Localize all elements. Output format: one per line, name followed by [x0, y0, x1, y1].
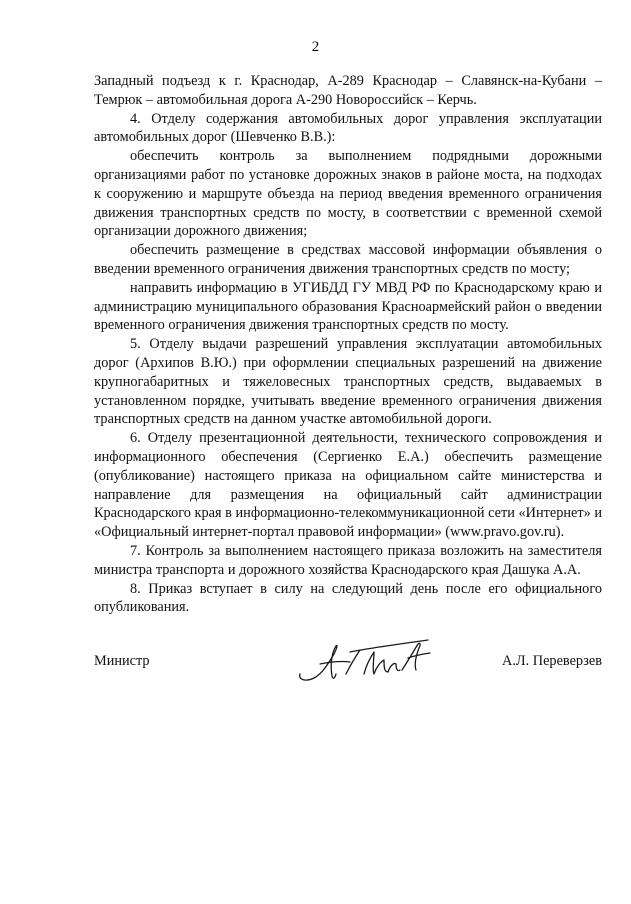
paragraph-continuation: Западный подъезд к г. Краснодар, А-289 Краснодар – Славянск-на-Кубани – Темрюк – автомобильная дорога А-290 Новороссийск – Керчь.	[94, 73, 602, 108]
paragraph-item-4-control: обеспечить контроль за выполнением подрядными дорожными организациями работ по установке дорожных знаков в районе моста, на подходах к сооружению и маршруте объезда на период введения временного ограничения движения транспортных средств по мосту, в соответствии с временной схемой организации дорожного движения;	[94, 148, 602, 240]
document-body	[94, 72, 602, 617]
paragraph-item-8: 8. Приказ вступает в силу на следующий день после его официального опубликования.	[94, 580, 602, 616]
paragraph-item-4-media: обеспечить размещение в средствах массовой информации объявления о введении временного ограничения движения транспортных средств по мосту;	[94, 242, 602, 277]
handwritten-signature	[290, 634, 440, 686]
paragraph-item-7: 7. Контроль за выполнением настоящего приказа возложить на заместителя министра транспорта и дорожного хозяйства Краснодарского края Дашука А.А.	[94, 542, 602, 578]
signatory-name: А.Л. Переверзев	[502, 653, 602, 669]
paragraph-item-4: 4. Отделу содержания автомобильных дорог управления эксплуатации автомобильных дорог (Шевченко В.В.):	[94, 110, 602, 146]
signature-block	[94, 640, 602, 700]
paragraph-item-5: 5. Отделу выдачи разрешений управления эксплуатации автомобильных дорог (Архипов В.Ю.) при оформлении специальных разрешений на движение крупногабаритных и тяжеловесных транспортных средств, выдаваемых в установленном порядке, учитывать введение временного ограничения движения транспортных средств на данном участке автомобильной дороги.	[94, 336, 602, 428]
paragraph-item-4-notify: направить информацию в УГИБДД ГУ МВД РФ по Краснодарскому краю и администрацию муниципального образования Красноармейский район о введении временного ограничения движения транспортных средств по мосту.	[94, 279, 602, 334]
page-number: 2	[311, 39, 320, 55]
paragraph-item-6: 6. Отделу презентационной деятельности, технического сопровождения и информационного обеспечения (Сергиенко Е.А.) обеспечить размещение (опубликование) настоящего приказа на официальном сайте министерства и направление для размещения на официальный сайт администрации Краснодарского края в информационно-телекоммуникационной сети «Интернет» и «Официальный интернет-портал правовой информации» (www.pravo.gov.ru).	[94, 430, 602, 541]
signatory-title: Министр	[94, 653, 150, 669]
